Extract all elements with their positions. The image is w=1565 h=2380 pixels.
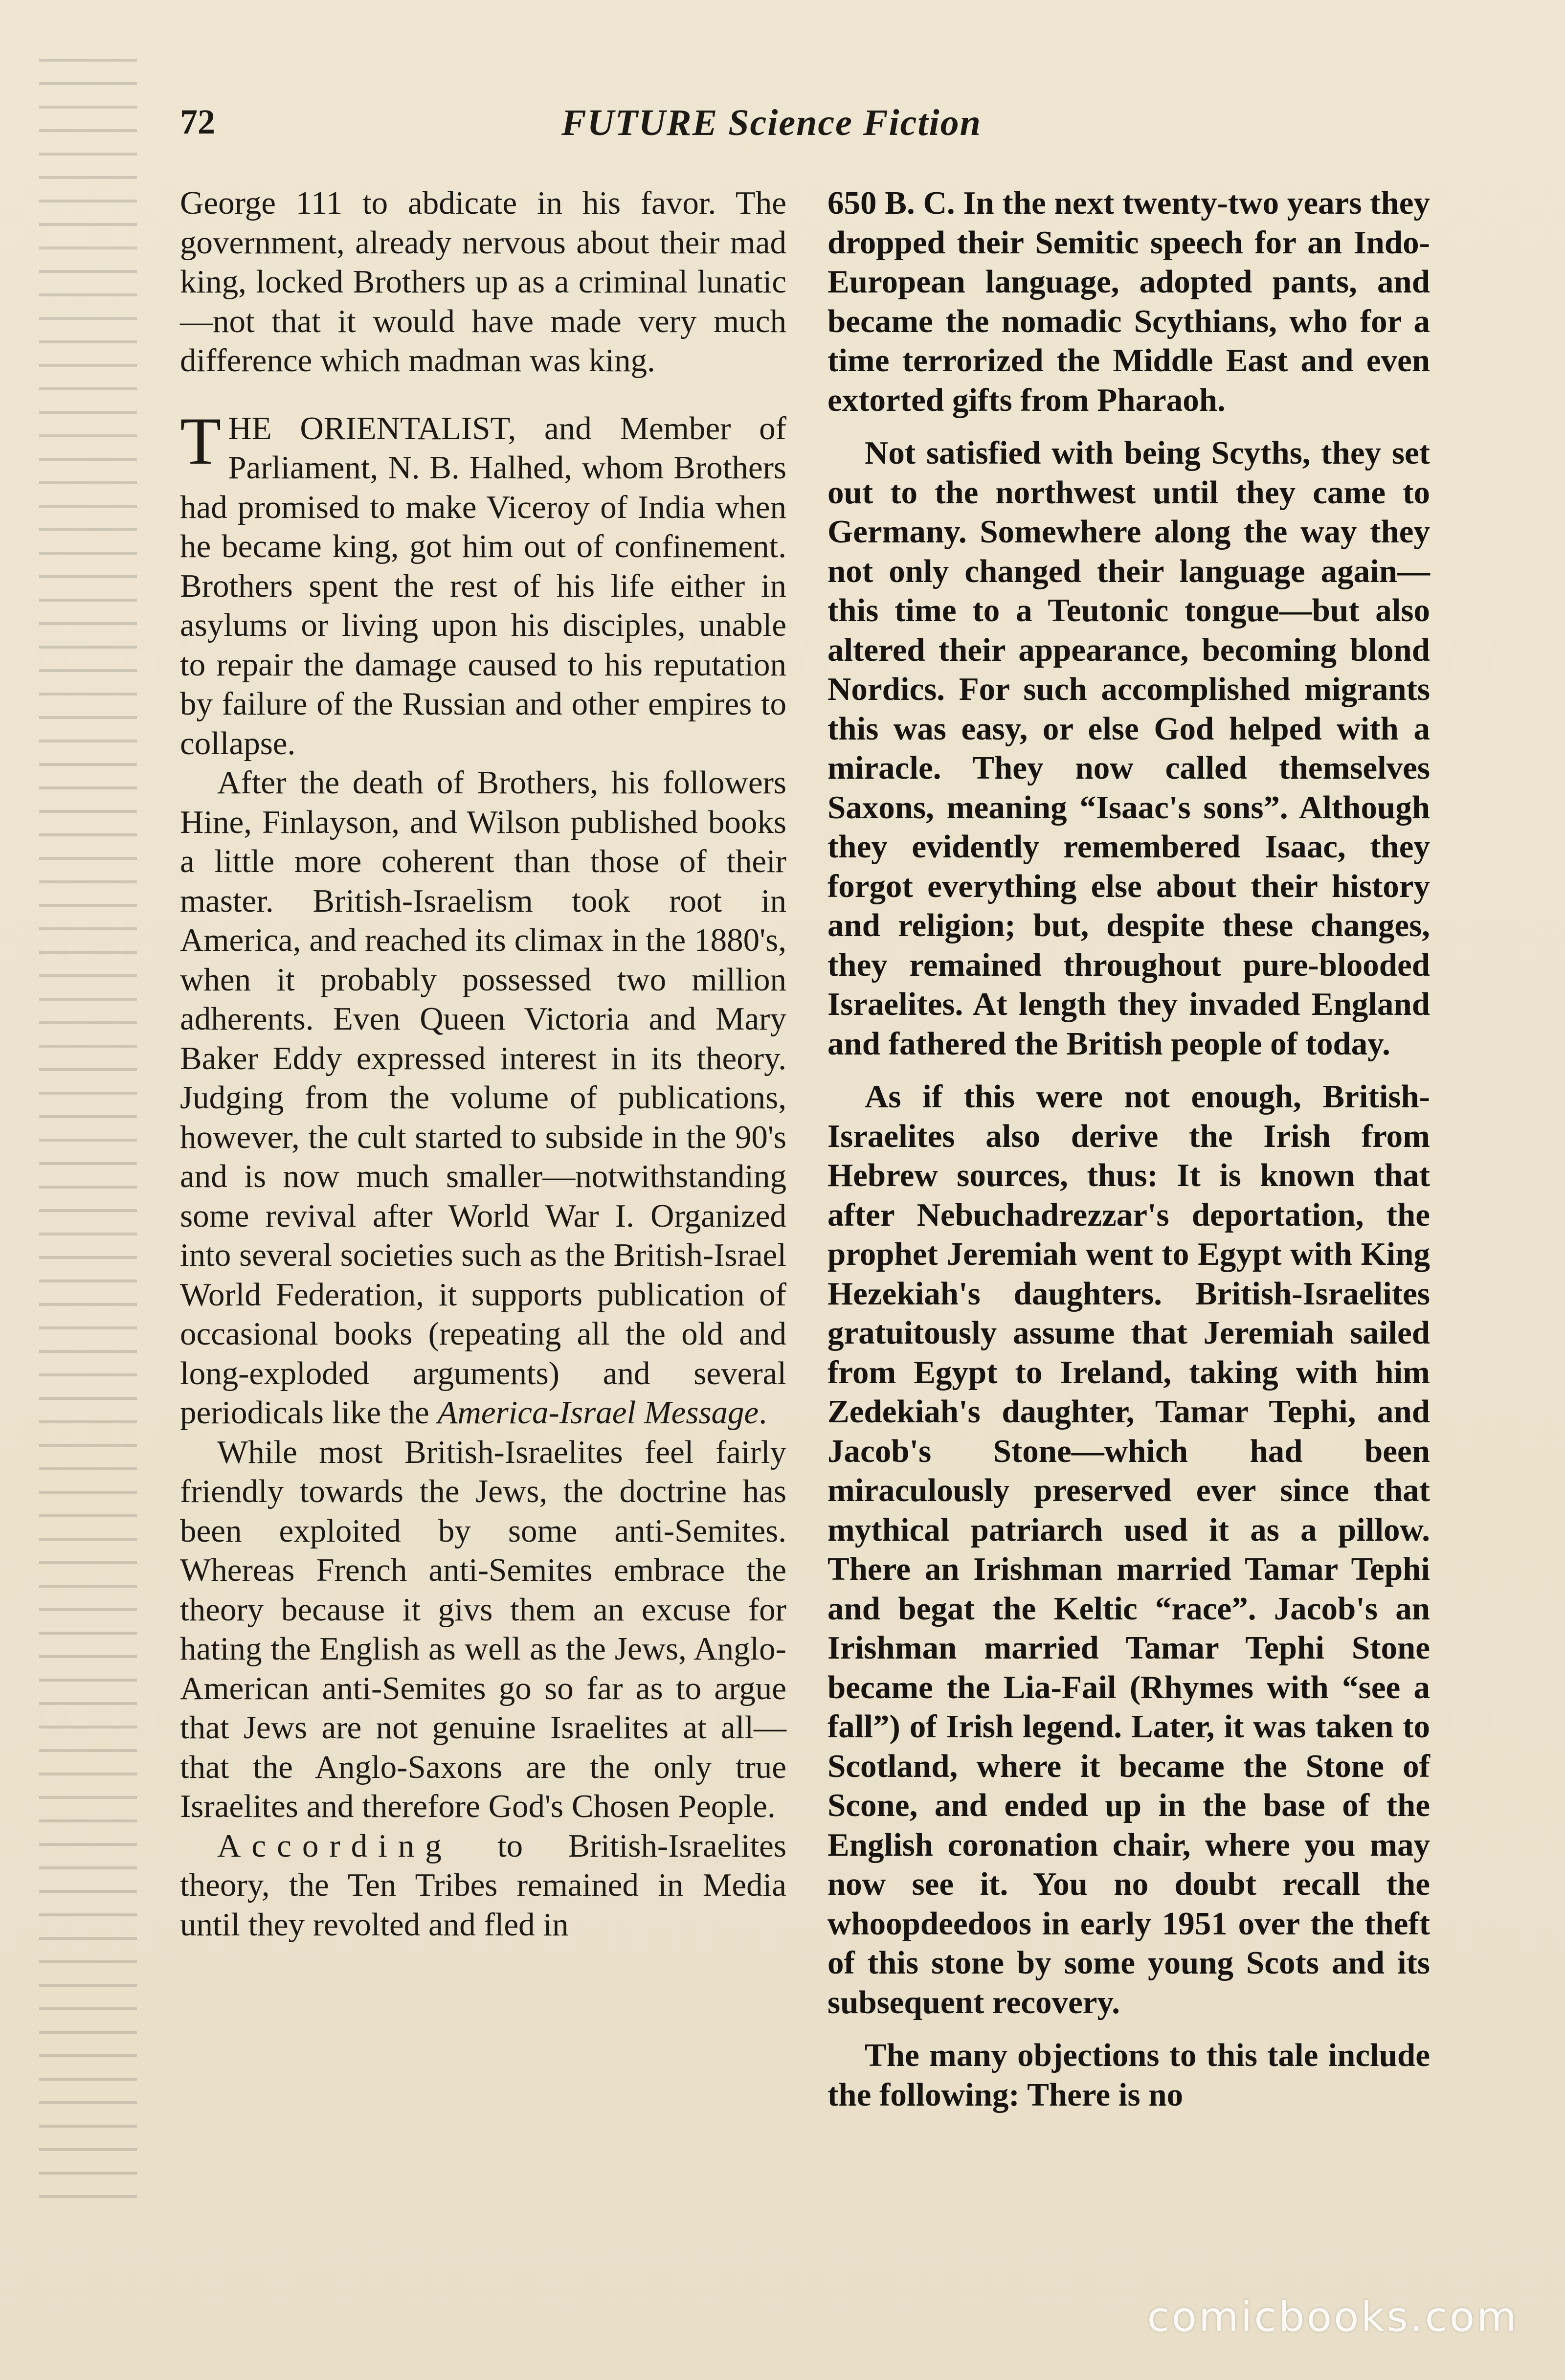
paragraph: [180, 1826, 786, 1945]
binding-shadow: [39, 59, 137, 2211]
paragraph-text: HE ORIENTALIST, and Member of Parliament, N. B. Halhed, whom Brothers had promised to make Viceroy of India when he became king, got him out of confinement. Brothers spent the rest of his life either in asylums or living upon his disciples, unable to repair the damage caused to his reputation by failure of the Russian and other empires to collapse.: [180, 410, 786, 762]
page-number: 72: [180, 102, 215, 141]
running-title: FUTURE Science Fiction: [561, 102, 982, 143]
page-header: [0, 98, 1565, 152]
paragraph: 650 B. C. In the next twenty-two years they dropped their Semitic speech for an Indo-European language, adopted pants, and became the nomadic Scythians, who for a time terrorized the Middle East and even extorted gifts from Pharaoh.: [827, 185, 1430, 418]
right-column: [827, 183, 1430, 2114]
drop-cap: T: [180, 403, 222, 478]
paragraph-text: After the death of Brothers, his followers Hine, Finlayson, and Wilson published books a little more coherent than those of their master. British-Israelism took root in America, and reached its climax in the 1880's, when it probably possessed two million adherents. Even Queen Victoria and Mary Baker Eddy expressed interest in its theory. Judging from the volume of publications, however, the cult started to subside in the 90's and is now much smaller—notwithstanding some revival after World War I. Organized into several societies such as the British-Israel World Federation, it supports publication of occasional books (repeating all the old and long-exploded arguments) and several periodicals like the: [180, 764, 786, 1431]
watermark: comicbooks.com: [1147, 2293, 1519, 2341]
paragraph: [180, 763, 786, 1433]
paragraph-end: .: [759, 1394, 767, 1431]
paragraph: As if this were not enough, British-Israelites also derive the Irish from Hebrew sources, thus: It is known that after Nebuchadrezzar's deportation, the prophet Jeremiah went to Egypt with King Hezekiah's daughters. British-Israelites gratuitously assume that Jeremiah sailed from Egypt to Ireland, taking with him Zedekiah's daughter, Tamar Tephi, and Jacob's Stone—which had been miraculously preserved ever since that mythical patriarch used it as a pillow. There an Irishman married Tamar Tephi and begat the Keltic “race”. Jacob's an Irishman married Tamar Tephi Stone became the Lia-Fail (Rhymes with “see a fall”) of Irish legend. Later, it was taken to Scotland, where it became the Stone of Scone, and ended up in the base of the English coronation chair, where you may now see it. You no doubt recall the whoopdeedoos in early 1951 over the theft of this stone by some young Scots and its subsequent recovery.: [827, 1078, 1430, 2021]
paragraph: George 111 to abdicate in his favor. The government, already nervous about their mad king, locked Brothers up as a criminal lunatic—not that it would have made very much difference which madman was king.: [180, 185, 786, 379]
paragraph: The many objections to this tale include the following: There is no: [827, 2037, 1430, 2113]
paragraph: While most British-Israelites feel fairly friendly towards the Jews, the doctrine has been exploited by some anti-Semites. Whereas French anti-Semites embrace the theory because it givs them an excuse for hating the English as well as the Jews, Anglo-American anti-Semites go so far as to argue that Jews are not genuine Israelites at all—that the Anglo-Saxons are the only true Israelites and therefore God's Chosen People.: [180, 1434, 786, 1824]
paragraph-text: to British-Israelites theory, the Ten Tribes remained in Media until they revolted and fled in: [180, 1827, 786, 1943]
spaced-word: According: [217, 1827, 452, 1864]
periodical-title: America-Israel Message: [437, 1394, 759, 1431]
paragraph-dropcap: [180, 403, 786, 763]
left-column: [180, 183, 786, 1944]
paragraph: Not satisfied with being Scyths, they set out to the northwest until they came to Germany. Somewhere along the way they not only changed their language again—this time to a Teutonic tongue—but also altered their appearance, becoming blond Nordics. For such accomplished migrants this was easy, or else God helped with a miracle. They now called themselves Saxons, meaning “Isaac's sons”. Although they evidently remembered Isaac, they forgot everything else about their history and religion; but, despite these changes, they remained throughout pure-blooded Israelites. At length they invaded England and fathered the British people of today.: [827, 435, 1430, 1062]
